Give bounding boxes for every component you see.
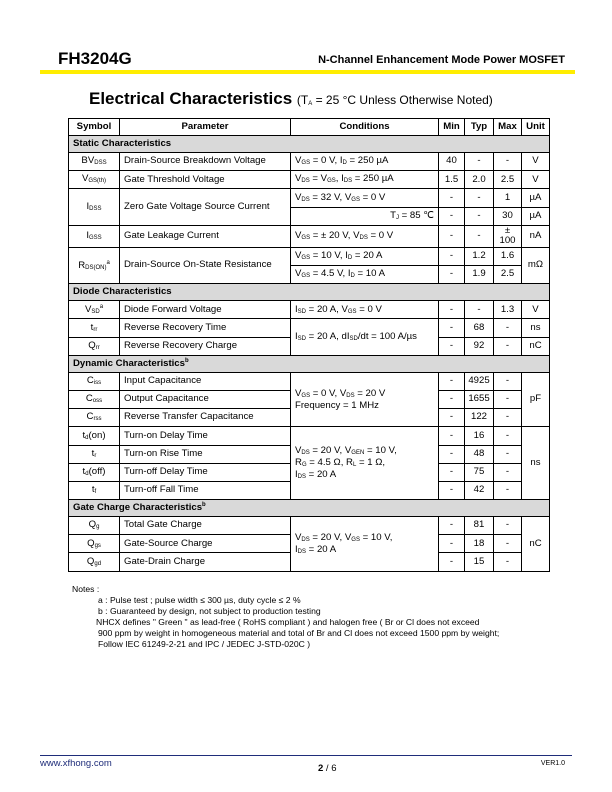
table-row: $V_{GS(th)}$ Gate Threshold Voltage $V_{DS} = V_{GS}$, $I_{DS} = 250$ µA 1.5 2.0 2.5 V (69, 171, 550, 189)
table-row: $Q_{gd}$ Gate-Drain Charge - 15 - (69, 553, 550, 571)
table-row: $I_{GSS}$ Gate Leakage Current $V_{GS}$ = ± 20 V, $V_{DS} = 0$ V - - ± 100 nA (69, 225, 550, 247)
table-row: $C_{oss}$ Output Capacitance - 1655 - (69, 390, 550, 408)
table-row: $T_J = 85$ ℃ - - 30 µA (69, 207, 550, 225)
header-max: Max (494, 119, 522, 136)
table-row: $BV_{DSS}$ Drain-Source Breakdown Voltage $V_{GS} = 0$ V, $I_D = 250$ µA 40 - - V (69, 153, 550, 171)
part-number: FH3204G (58, 49, 132, 68)
note-b: b : Guaranteed by design, not subject to production testing (98, 606, 321, 616)
table-row: $t_{rr}$ Reverse Recovery Time $I_{SD} = 20$ A, $dI_{SD}/dt = 100$ A/µs - 68 - ns (69, 319, 550, 337)
table-row: $V_{SD}^a$ Diode Forward Voltage $I_{SD} = 20$ A, $V_{GS} = 0$ V - - 1.3 V (69, 301, 550, 319)
header-rule (40, 70, 575, 74)
table-row: $t_d(off)$ Turn-off Delay Time - 75 - (69, 463, 550, 481)
title-condition: ($T_A = 25$ °C Unless Otherwise Noted) (296, 93, 493, 107)
table-row: $Q_g$ Total Gate Charge $V_{DS} = 20$ V, $V_{GS} = 10$ V, $I_{DS} = 20$ A - 81 - nC (69, 517, 550, 535)
table-row: $Q_{rr}$ Reverse Recovery Charge - 92 - nC (69, 337, 550, 355)
footer-rule (40, 755, 572, 756)
table-row: $t_r$ Turn-on Rise Time - 48 - (69, 445, 550, 463)
header-parameter: Parameter (120, 119, 291, 136)
header-symbol: Symbol (69, 119, 120, 136)
notes-label: Notes : (72, 584, 100, 594)
section-gate-charge: Gate Charge Characteristics$^b$ (69, 500, 550, 517)
table-row: $Q_{gs}$ Gate-Source Charge - 18 - (69, 535, 550, 553)
table-row: $I_{DSS}$ Zero Gate Voltage Source Current $V_{DS} = 32$ V, $V_{GS} = 0$ V - - 1 µA (69, 189, 550, 207)
table-header-row (69, 119, 550, 136)
note-a: a : Pulse test ; pulse width ≤ 300 µs, duty cycle ≤ 2 % (98, 595, 301, 605)
section-title: Electrical Characteristics ($T_A = 25$ °C Unless Otherwise Noted) (89, 89, 493, 108)
header-min: Min (439, 119, 465, 136)
table-row: $C_{iss}$ Input Capacitance $V_{GS} = 0$ V, $V_{DS} = 20$ V Frequency = 1 MHz - 4925 - pF (69, 372, 550, 390)
table-row: $V_{GS} = 4.5$ V, $I_D = 10$ A - 1.9 2.5 (69, 266, 550, 284)
section-diode: Diode Characteristics (69, 284, 550, 301)
section-dynamic: Dynamic Characteristics$^b$ (69, 355, 550, 372)
footer-url[interactable]: www.xfhong.com (40, 758, 112, 769)
notes (72, 584, 499, 650)
header-typ: Typ (465, 119, 494, 136)
version-label: VER1.0 (540, 760, 565, 767)
table-row: $t_f$ Turn-off Fall Time - 42 - (69, 481, 550, 499)
section-static: Static Characteristics (69, 136, 550, 153)
note-nhcx-2: 900 ppm by weight in homogeneous material and total of Br and Cl does not exceed 1500 ppm by weight; (98, 628, 500, 638)
note-nhcx-3: Follow IEC 61249-2-21 and IPC / JEDEC J-STD-020C ) (98, 639, 311, 649)
table-row: $R_{DS(ON)}^a$ Drain-Source On-State Resistance $V_{GS} = 10$ V, $I_D = 20$ A - 1.2 1.6 mΩ (69, 247, 550, 265)
note-nhcx-1: NHCX defines " Green " as lead-free ( RoHS compliant ) and halogen free ( Br or Cl does not exceed (96, 617, 480, 627)
device-description: N-Channel Enhancement Mode Power MOSFET (318, 54, 565, 66)
table-row: $t_d(on)$ Turn-on Delay Time $V_{DS} = 20$ V, $V_{GEN} = 10$ V, $R_G = 4.5$ Ω, $R_L = 1$ Ω, $I_{DS} = 20$ A - 16 - ns (69, 427, 550, 445)
table-row: $C_{rss}$ Reverse Transfer Capacitance - 122 - (69, 409, 550, 427)
header-unit: Unit (522, 119, 550, 136)
electrical-characteristics-table (68, 118, 550, 572)
page-number: 2 / 6 (318, 763, 337, 774)
header-conditions: Conditions (291, 119, 439, 136)
